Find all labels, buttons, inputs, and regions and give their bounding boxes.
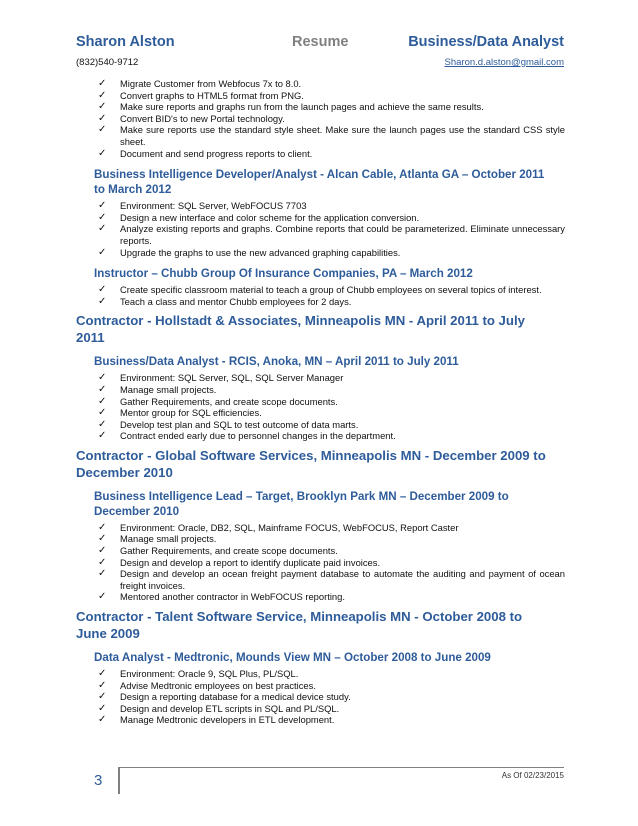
bullet-item [98,418,565,431]
bullet-list [0,668,638,726]
bullet-item [98,545,565,557]
bullet-item [98,568,565,591]
resume-name: Sharon Alston [76,34,175,50]
bullet-text: Make sure reports use the standard style sheet. Make sure the launch pages use the standard CSS style sheet. [120,124,565,147]
bullet-text: Gather Requirements, and create scope documents. [120,395,338,407]
bullet-text: Upgrade the graphs to use the new advanced graphing capabilities. [120,246,401,258]
bullet-item [98,246,565,259]
bullet-item [98,147,565,160]
bullet-item [98,691,565,703]
checkmark-icon: ✓ [98,395,107,407]
contract-heading: Contractor - Global Software Services, Minneapolis MN - December 2009 to December 2010 [76,447,546,480]
checkmark-icon: ✓ [98,295,107,307]
bullet-item [98,295,565,308]
bullet-item [98,679,565,692]
bullet-text: Teach a class and mentor Chubb employees for 2 days. [120,295,352,307]
bullet-item [98,211,565,224]
bullet-item [98,200,565,212]
checkmark-icon: ✓ [98,200,107,212]
bullet-item [98,112,565,125]
bullet-text: Design and develop a report to identify duplicate paid invoices. [120,556,381,568]
page-number: 3 [94,772,103,789]
checkmark-icon: ✓ [98,124,107,136]
bullet-item [98,714,565,726]
checkmark-icon: ✓ [98,112,107,124]
checkmark-icon: ✓ [98,246,107,258]
bullet-item [98,430,565,442]
bullet-item [98,407,565,419]
bullet-item [98,533,565,545]
bullet-text: Environment: Oracle 9, SQL Plus, PL/SQL. [120,668,299,680]
bullet-list [0,372,638,442]
bullet-text: Convert graphs to HTML5 format from PNG. [120,89,304,101]
bullet-text: Design a reporting database for a medical device study. [120,691,351,703]
bullet-text: Design and develop an ocean freight payment database to automate the auditing and payment of ocean freight invoices. [120,568,565,591]
bullet-item [98,591,565,603]
checkmark-icon: ✓ [98,591,107,603]
checkmark-icon: ✓ [98,714,107,726]
checkmark-icon: ✓ [98,568,107,580]
bullet-item [98,89,565,102]
job-heading: Business Intelligence Lead – Target, Brooklyn Park MN – December 2009 to December 2010 [94,489,509,518]
checkmark-icon: ✓ [98,407,107,419]
bullet-list [0,200,638,258]
footer-page-bar [118,768,120,794]
bullet-text: Design a new interface and color scheme for the application conversion. [120,211,420,223]
bullet-text: Mentored another contractor in WebFOCUS reporting. [120,591,345,603]
bullet-text: Manage small projects. [120,383,217,395]
bullet-list [0,522,638,603]
bullet-text: Make sure reports and graphs run from the launch pages and achieve the same results. [120,101,484,113]
bullet-item [98,372,565,384]
checkmark-icon: ✓ [98,556,107,568]
checkmark-icon: ✓ [98,521,107,533]
job-heading: Business/Data Analyst - RCIS, Anoka, MN – April 2011 to July 2011 [94,355,459,369]
checkmark-icon: ✓ [98,223,107,235]
checkmark-icon: ✓ [98,418,107,430]
bullet-text: Create specific classroom material to teach a group of Chubb employees on several topics of interest. [120,284,542,296]
bullet-text: Gather Requirements, and create scope documents. [120,545,338,557]
resume-role: Business/Data Analyst [408,34,564,50]
bullet-item [98,101,565,113]
bullet-item [98,668,565,680]
checkmark-icon: ✓ [98,545,107,557]
checkmark-icon: ✓ [98,78,107,89]
bullet-item [98,284,565,296]
bullet-item [98,556,565,569]
bullet-text: Advise Medtronic employees on best practices. [120,679,316,691]
bullet-text: Mentor group for SQL efficiencies. [120,407,262,419]
bullet-text: Analyze existing reports and graphs. Combine reports that could be parameterized. Eliminate unnecessary reports. [120,223,565,246]
checkmark-icon: ✓ [98,702,107,714]
checkmark-icon: ✓ [98,89,107,101]
bullet-text: Develop test plan and SQL to test outcome of data marts. [120,418,359,430]
resume-body [0,78,638,726]
bullet-item [98,223,565,246]
contract-heading: Contractor - Hollstadt & Associates, Minneapolis MN - April 2011 to July 2011 [76,313,525,346]
phone-number: (832)540-9712 [76,57,139,68]
job-heading: Business Intelligence Developer/Analyst - Alcan Cable, Atlanta GA – October 2011 to March 2012 [94,168,545,197]
footer-divider [118,767,564,768]
checkmark-icon: ✓ [98,679,107,691]
checkmark-icon: ✓ [98,147,107,159]
bullet-text: Document and send progress reports to client. [120,147,313,159]
bullet-item [98,395,565,408]
job-heading: Instructor – Chubb Group Of Insurance Companies, PA – March 2012 [94,267,473,281]
bullet-text: Manage Medtronic developers in ETL development. [120,714,335,726]
job-heading: Data Analyst - Medtronic, Mounds View MN – October 2008 to June 2009 [94,651,491,665]
bullet-text: Environment: Oracle, DB2, SQL, Mainframe FOCUS, WebFOCUS, Report Caster [120,521,459,533]
checkmark-icon: ✓ [98,691,107,703]
bullet-text: Environment: SQL Server, WebFOCUS 7703 [120,200,307,212]
checkmark-icon: ✓ [98,533,107,545]
checkmark-icon: ✓ [98,668,107,680]
bullet-text: Contract ended early due to personnel changes in the department. [120,430,396,442]
contract-heading: Contractor - Talent Software Service, Minneapolis MN - October 2008 to June 2009 [76,609,523,642]
bullet-item [98,383,565,396]
checkmark-icon: ✓ [98,383,107,395]
bullet-list [0,284,638,307]
footer-date: As Of 02/23/2015 [501,771,564,780]
bullet-text: Convert BID's to new Portal technology. [120,112,285,124]
bullet-text: Manage small projects. [120,533,217,545]
email-link[interactable]: Sharon.d.alston@gmail.com [444,57,564,68]
checkmark-icon: ✓ [98,101,107,113]
bullet-text: Design and develop ETL scripts in SQL and PL/SQL. [120,702,340,714]
bullet-list [0,78,638,159]
bullet-item [98,124,565,147]
checkmark-icon: ✓ [98,430,107,442]
bullet-text: Environment: SQL Server, SQL, SQL Server Manager [120,372,344,384]
checkmark-icon: ✓ [98,211,107,223]
document-label: Resume [292,34,349,50]
bullet-item [98,78,565,90]
checkmark-icon: ✓ [98,284,107,296]
checkmark-icon: ✓ [98,372,107,384]
bullet-item [98,521,565,534]
bullet-item [98,702,565,715]
bullet-text: Migrate Customer from Webfocus 7x to 8.0. [120,78,302,89]
